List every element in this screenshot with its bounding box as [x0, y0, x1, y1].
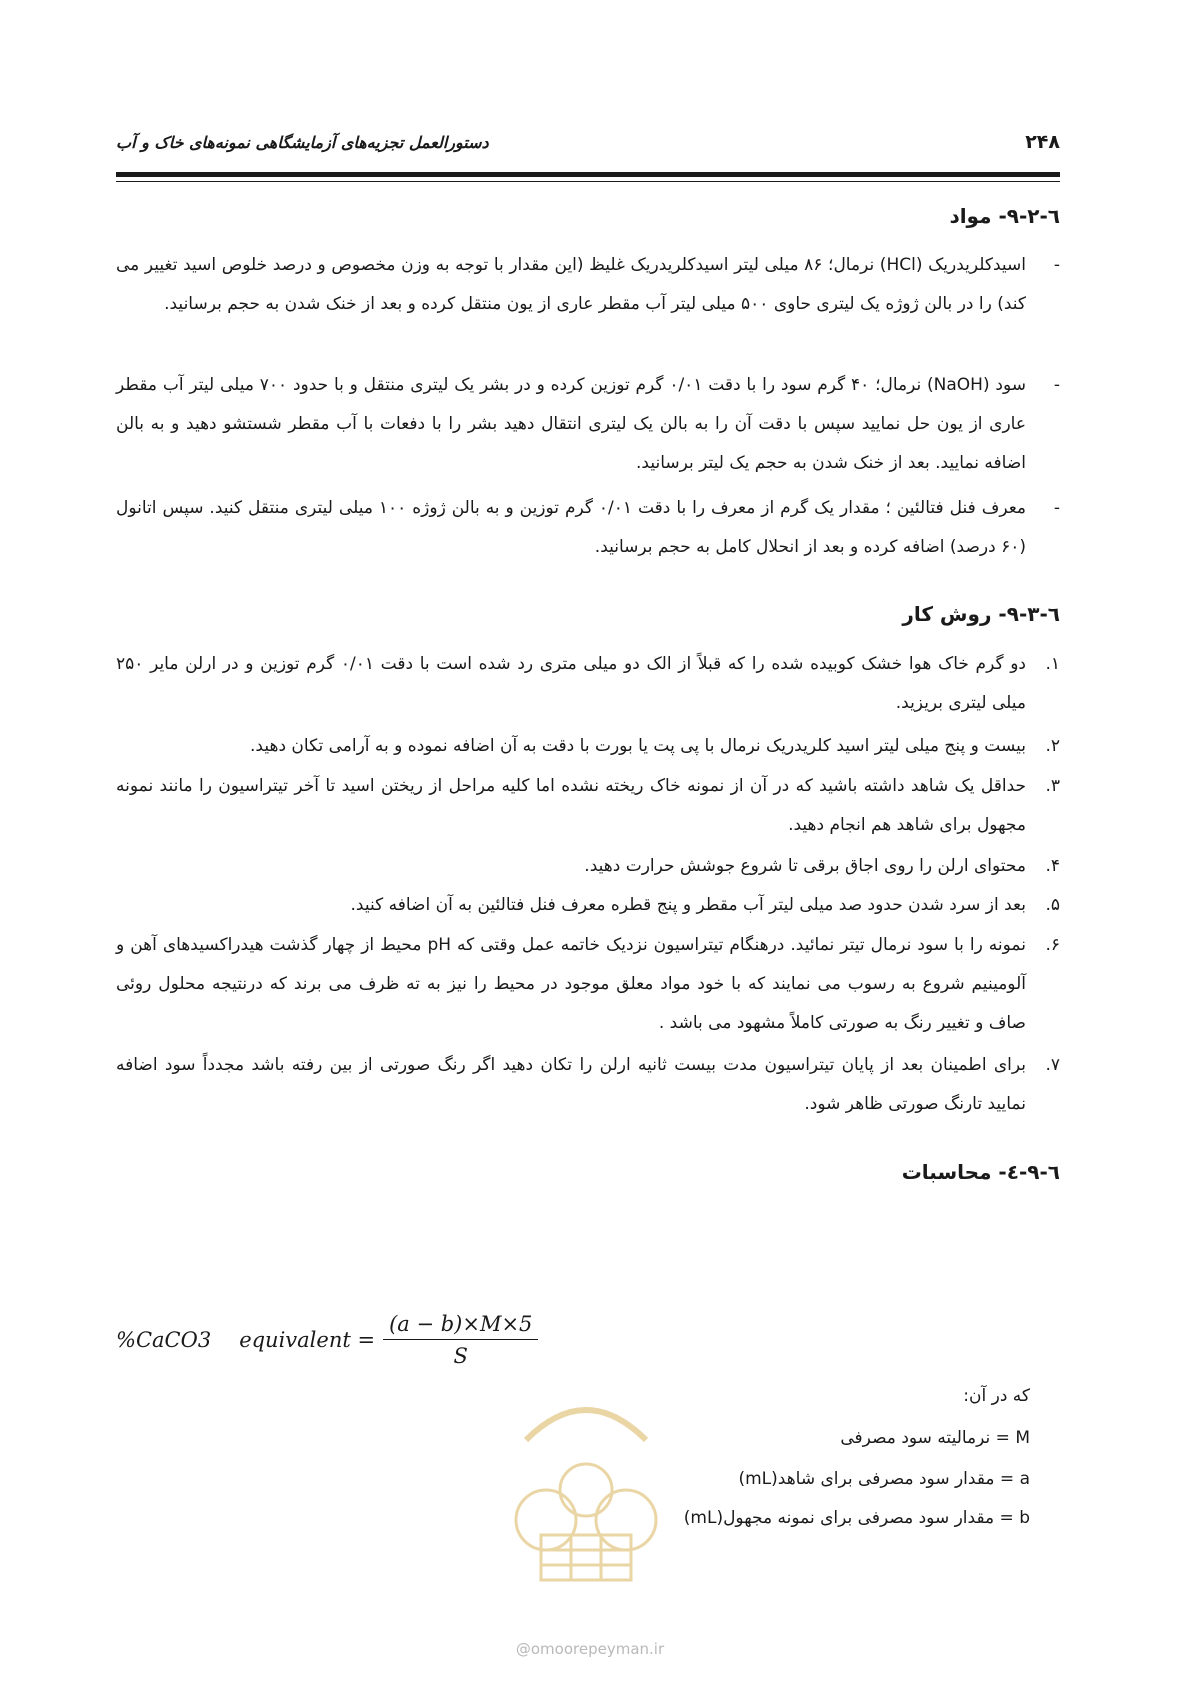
- formula-numerator: (a − b)×M×5: [383, 1312, 538, 1340]
- running-title: دستورالعمل تجزیه‌های آزمایشگاهی نمونه‌های خاک و آب: [116, 133, 489, 152]
- list-marker: ۳.: [1045, 776, 1060, 796]
- formula-label: equivalent =: [239, 1328, 376, 1352]
- watermark-seal-icon: [486, 1370, 686, 1590]
- list-item-text: نمونه را با سود نرمال تیتر نمائید. درهنگام تیتراسیون نزدیک خاتمه عمل وقتی که pH محیط از چهار گذشت هیدراکسیدهای آهن و آلومینیم شروع به رسوب می نمایند که با خود مواد معلق موجود در محیط را نیز به ته ظرف می برند که درنتیجه محلول روئی صاف و تغییر رنگ به صورتی کاملاً مشهود می باشد .: [116, 935, 1026, 1033]
- list-marker: -: [1053, 255, 1060, 275]
- caco3-formula: [116, 1312, 538, 1368]
- list-marker: ۴.: [1045, 856, 1060, 876]
- list-marker: ۱.: [1045, 654, 1060, 674]
- list-item: [116, 489, 1060, 567]
- list-item: [116, 926, 1060, 1043]
- list-marker: ۲.: [1045, 736, 1060, 756]
- legend-item: M = نرمالیته سود مصرفی: [840, 1428, 1030, 1448]
- where-label: که در آن:: [963, 1386, 1030, 1406]
- list-item-text: برای اطمینان بعد از پایان تیتراسیون مدت بیست ثانیه ارلن را تکان دهید اگر رنگ صورتی از بین رفته باشد مجدداً سود اضافه نمایید تارنگ صورتی ظاهر شود.: [116, 1055, 1026, 1114]
- list-item: [116, 246, 1060, 324]
- legend-item: b = مقدار سود مصرفی برای نمونه مجهول(mL): [683, 1508, 1030, 1528]
- list-item: [116, 886, 1060, 925]
- list-marker: -: [1053, 375, 1060, 395]
- list-item-text: محتوای ارلن را روی اجاق برقی تا شروع جوشش حرارت دهید.: [584, 856, 1026, 876]
- list-item-text: معرف فنل فتالئین ؛ مقدار یک گرم از معرف را با دقت ۰/۰۱ گرم توزین و به بالن ژوژه ۱۰۰ میلی لیتری منتقل کنید. سپس اتانول (۶۰ درصد) اضافه کرده و بعد از انحلال کامل به حجم برسانید.: [116, 498, 1027, 557]
- list-item: [116, 366, 1060, 483]
- calculations-heading: ٦-۹-٤- محاسبات: [901, 1160, 1060, 1184]
- list-item-text: بعد از سرد شدن حدود صد میلی لیتر آب مقطر و پنج قطره معرف فنل فتالئین به آن اضافه کنید.: [350, 895, 1026, 915]
- list-marker: ۵.: [1045, 895, 1060, 915]
- list-marker: ۷.: [1045, 1055, 1060, 1075]
- materials-heading: ٦-۹-۲- مواد: [949, 204, 1060, 228]
- list-item-text: دو گرم خاک هوا خشک کوبیده شده را که قبلاً از الک دو میلی متری رد شده است با دقت ۰/۰۱ گرم توزین و در ارلن مایر ۲۵۰ میلی لیتری بریزید.: [116, 654, 1026, 713]
- list-item: [116, 645, 1060, 723]
- procedure-heading: ٦-۹-۳- روش کار: [902, 602, 1060, 626]
- list-item-text: سود (NaOH) نرمال؛ ۴۰ گرم سود را با دقت ۰/۰۱ گرم توزین کرده و در بشر یک لیتری منتقل و با حدود ۷۰۰ میلی لیتر آب مقطر عاری از یون حل نمایید سپس با دقت آن را به بالن یک لیتری انتقال دهید بشر را با دفعات با آب مقطر شستشو دهید و به بالن اضافه نمایید. بعد از خنک شدن به حجم یک لیتر برسانید.: [116, 375, 1027, 473]
- legend-item: a = مقدار سود مصرفی برای شاهد(mL): [738, 1469, 1030, 1489]
- list-item-text: بیست و پنج میلی لیتر اسید کلریدریک نرمال با پی پت یا بورت با دقت به آن اضافه نموده و به آرامی تکان دهید.: [250, 736, 1026, 756]
- header-rule-thick: [116, 172, 1060, 177]
- formula-lhs: %CaCO3: [116, 1328, 212, 1352]
- list-item: [116, 847, 1060, 886]
- list-item: [116, 767, 1060, 845]
- formula-denominator: S: [453, 1344, 468, 1368]
- watermark-url: @omoorepeyman.ir: [515, 1640, 665, 1658]
- list-item: [116, 1046, 1060, 1124]
- list-item-text: حداقل یک شاهد داشته باشید که در آن از نمونه خاک ریخته نشده اما کلیه مراحل از ریختن اسید تا آخر تیتراسیون را مانند نمونه مجهول برای شاهد هم انجام دهید.: [116, 776, 1026, 835]
- header-rule-thin: [116, 181, 1060, 182]
- list-marker: -: [1053, 498, 1060, 518]
- list-item-text: اسیدکلریدریک (HCl) نرمال؛ ۸۶ میلی لیتر اسیدکلریدریک غلیظ (این مقدار با توجه به وزن مخصوص و درصد خلوص اسید تغییر می کند) را در بالن ژوژه یک لیتری حاوی ۵۰۰ میلی لیتر آب مقطر عاری از یون منتقل کرده و بعد از خنک شدن به حجم برسانید.: [116, 255, 1027, 314]
- list-item: [116, 727, 1060, 766]
- page-number: ۲۴۸: [1025, 131, 1060, 153]
- formula-fraction: [383, 1312, 538, 1368]
- list-marker: ۶.: [1045, 935, 1060, 955]
